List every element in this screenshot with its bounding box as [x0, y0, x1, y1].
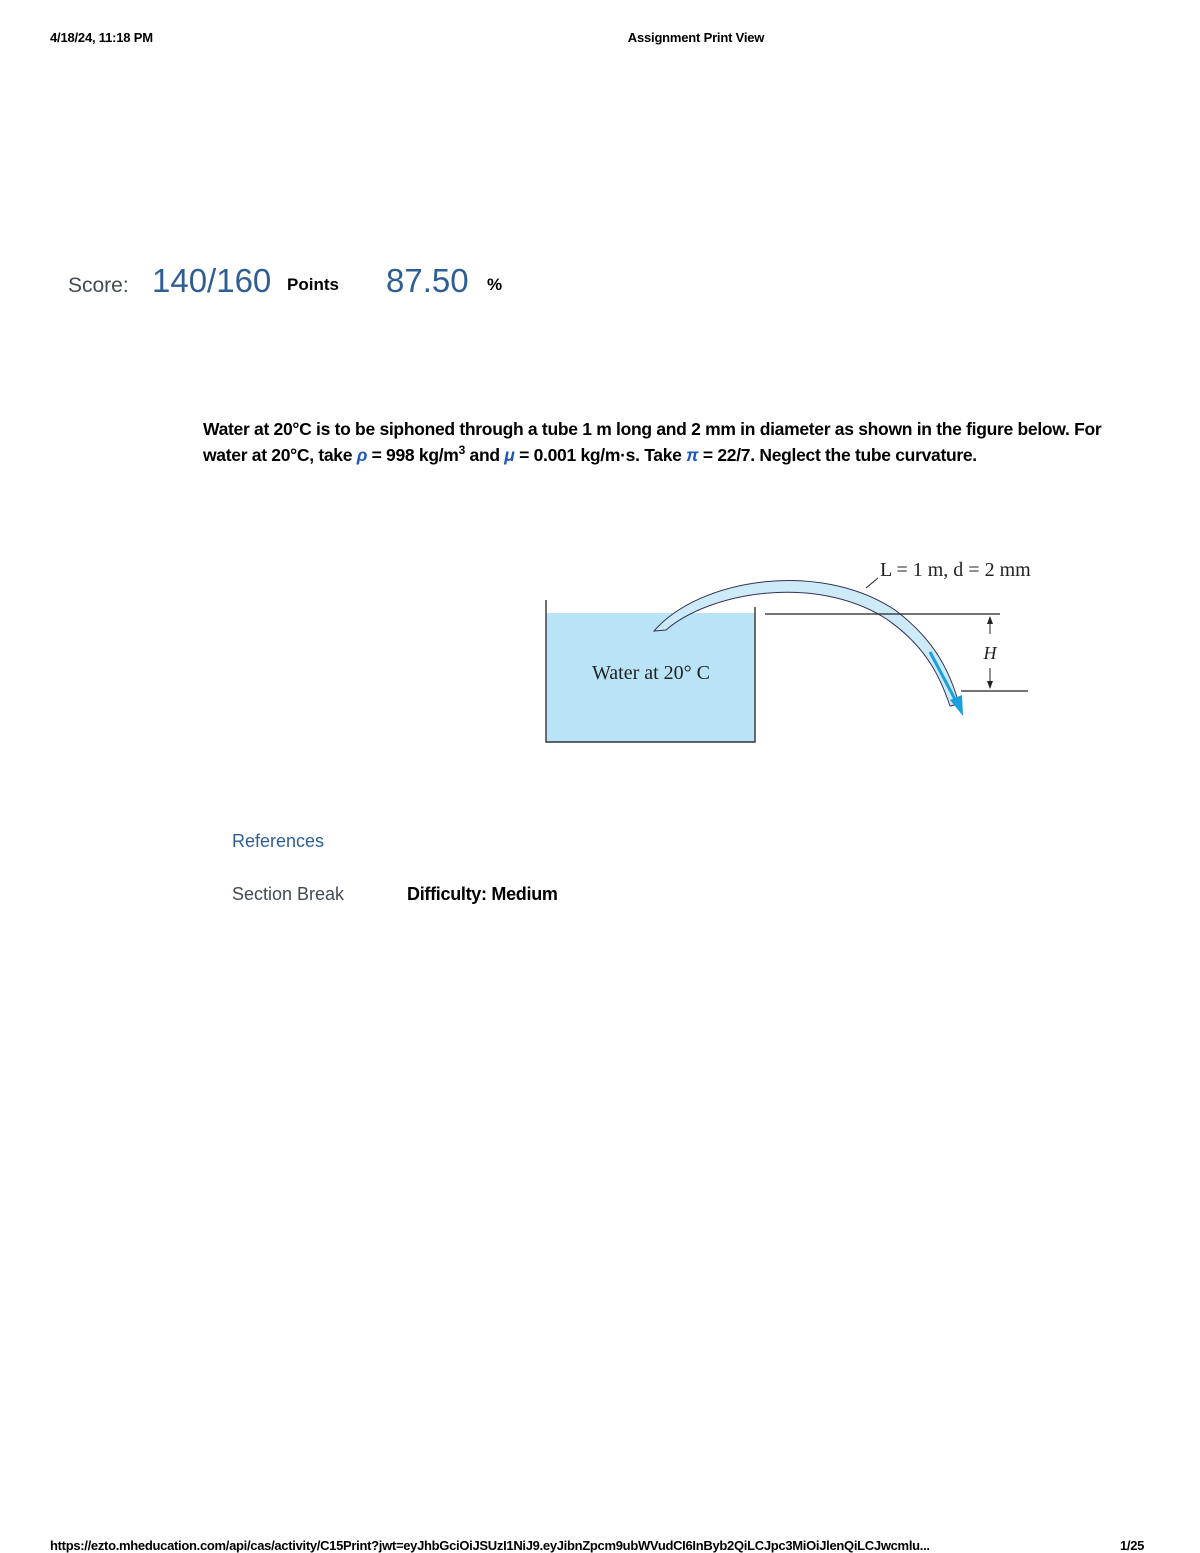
print-url: https://ezto.mheducation.com/api/cas/activity/C15Print?jwt=eyJhbGciOiJSUzI1NiJ9.eyJibnZpcm9ubWVudCI6InByb2QiLCJpc3MiOiJlenQiLCJwcmlu... — [50, 1538, 930, 1553]
mu-symbol: μ — [504, 445, 515, 465]
print-title: Assignment Print View — [627, 30, 765, 45]
dimension-arrow-up — [987, 616, 993, 624]
tank-label: Water at 20° C — [591, 662, 711, 684]
difficulty-label: Difficulty: Medium — [407, 884, 558, 904]
score-percent: 87.50 — [386, 262, 469, 299]
score-label: Score: — [68, 274, 129, 297]
score-value: 140/160 — [152, 262, 272, 299]
question-text-part: = 0.001 kg/m·s. Take — [514, 445, 687, 465]
print-datetime: 4/18/24, 11:18 PM — [50, 30, 153, 45]
question-text-part: and — [464, 445, 505, 465]
tube-label-leader — [866, 578, 878, 588]
score-unit: Points — [287, 275, 339, 294]
exponent: 3 — [458, 443, 465, 458]
height-label: H — [983, 643, 997, 663]
page-number: 1/25 — [1120, 1538, 1145, 1553]
pi-symbol: π — [686, 445, 699, 465]
section-break-label: Section Break — [232, 884, 345, 904]
score-percent-unit: % — [487, 275, 503, 294]
dimension-arrow-down — [987, 681, 993, 689]
references-link[interactable]: References — [232, 831, 325, 851]
question-text-part: Water at 20°C is to be siphoned through a tube 1 m long and 2 mm in diameter as shown in the figure below. For water at 20°C, take — [203, 419, 1102, 465]
flow-arrow — [930, 652, 958, 705]
siphon-figure — [535, 545, 1055, 755]
rho-symbol: ρ — [356, 445, 368, 465]
tube-label: L = 1 m, d = 2 mm — [880, 559, 1031, 581]
question-text-part: = 22/7. Neglect the tube curvature. — [698, 445, 977, 465]
question-text-part: = 998 kg/m — [367, 445, 459, 465]
question-text — [203, 416, 1133, 468]
